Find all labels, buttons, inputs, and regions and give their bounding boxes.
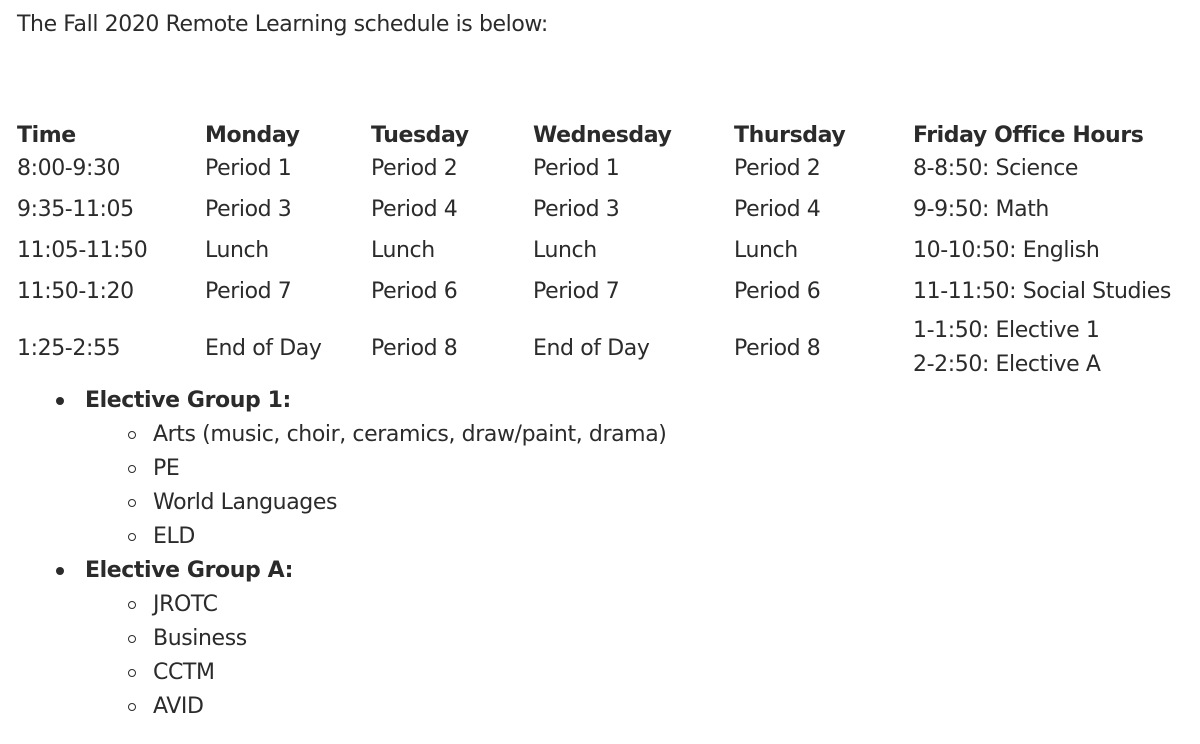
bullet-circle-icon [128, 601, 136, 609]
bullet-circle-icon [128, 703, 136, 711]
cell-friday [913, 312, 1193, 384]
list-item [153, 588, 666, 622]
cell-thursday: Period 8 [734, 335, 821, 361]
bullet-circle-icon [128, 431, 136, 439]
list-item-label: CCTM [153, 660, 215, 685]
list-item-label: Arts (music, choir, ceramics, draw/paint, drama) [153, 422, 667, 447]
cell-wednesday: Period 7 [533, 279, 620, 304]
office-hour-slot: 2-2:50: Elective A [913, 352, 1101, 377]
bullet-disc-icon [56, 397, 64, 405]
cell-time: 11:50-1:20 [17, 279, 134, 304]
cell-time: 11:05-11:50 [17, 238, 148, 263]
table-header-row [17, 112, 1193, 148]
office-hour-slot: 10-10:50: English [913, 237, 1100, 263]
office-hour-slot: 11-11:50: Social Studies [913, 278, 1171, 304]
bullet-circle-icon [128, 635, 136, 643]
list-item-label: AVID [153, 694, 204, 719]
cell-wednesday: Period 1 [533, 156, 620, 181]
header-thursday: Thursday [734, 123, 846, 148]
bullet-circle-icon [128, 533, 136, 541]
table-row [17, 312, 1193, 384]
list-item [153, 486, 666, 520]
cell-monday: Period 1 [205, 156, 292, 181]
list-item [153, 622, 666, 656]
list-item-label: PE [153, 456, 180, 481]
cell-wednesday: End of Day [533, 335, 650, 361]
header-monday: Monday [205, 123, 300, 148]
cell-tuesday: Lunch [371, 238, 435, 263]
list-item-label: ELD [153, 524, 195, 549]
schedule-table [17, 112, 1193, 384]
elective-groups-list [0, 384, 666, 724]
cell-monday: End of Day [205, 335, 322, 361]
cell-friday [913, 230, 1193, 271]
list-item [153, 656, 666, 690]
office-hour-slot: 8-8:50: Science [913, 155, 1079, 181]
bullet-circle-icon [128, 669, 136, 677]
table-row [17, 148, 1193, 189]
list-item-label: JROTC [153, 592, 218, 617]
table-row [17, 189, 1193, 230]
cell-thursday: Period 2 [734, 156, 821, 181]
cell-tuesday: Period 2 [371, 156, 458, 181]
cell-time: 9:35-11:05 [17, 197, 134, 222]
cell-tuesday: Period 4 [371, 197, 458, 222]
office-hour-slot: 9-9:50: Math [913, 196, 1049, 222]
list-item-label: Business [153, 626, 247, 651]
header-tuesday: Tuesday [371, 123, 469, 148]
group-title: Elective Group A: [85, 558, 294, 583]
list-item [153, 690, 666, 724]
cell-monday: Lunch [205, 238, 269, 263]
list-item [153, 452, 666, 486]
cell-thursday: Period 6 [734, 279, 821, 304]
cell-friday [913, 148, 1193, 189]
header-wednesday: Wednesday [533, 123, 672, 148]
group-items-list [85, 588, 666, 724]
bullet-disc-icon [56, 567, 64, 575]
cell-thursday: Lunch [734, 238, 798, 263]
table-row [17, 230, 1193, 271]
cell-monday: Period 3 [205, 197, 292, 222]
group-items-list [85, 418, 666, 554]
bullet-circle-icon [128, 499, 136, 507]
list-item [153, 418, 666, 452]
cell-time: 1:25-2:55 [17, 335, 121, 361]
office-hour-slot: 1-1:50: Elective 1 [913, 318, 1100, 343]
header-friday-office-hours: Friday Office Hours [913, 123, 1144, 148]
elective-group-a [85, 554, 666, 724]
cell-tuesday: Period 6 [371, 279, 458, 304]
header-time: Time [17, 123, 76, 148]
cell-time: 8:00-9:30 [17, 156, 121, 181]
intro-text: The Fall 2020 Remote Learning schedule is below: [17, 12, 548, 37]
cell-wednesday: Lunch [533, 238, 597, 263]
group-title: Elective Group 1: [85, 388, 291, 413]
cell-monday: Period 7 [205, 279, 292, 304]
list-item [153, 520, 666, 554]
cell-friday [913, 271, 1193, 312]
list-item-label: World Languages [153, 490, 338, 515]
bullet-circle-icon [128, 465, 136, 473]
cell-thursday: Period 4 [734, 197, 821, 222]
cell-tuesday: Period 8 [371, 335, 458, 361]
cell-wednesday: Period 3 [533, 197, 620, 222]
table-row [17, 271, 1193, 312]
cell-friday [913, 189, 1193, 230]
elective-group-1 [85, 384, 666, 554]
